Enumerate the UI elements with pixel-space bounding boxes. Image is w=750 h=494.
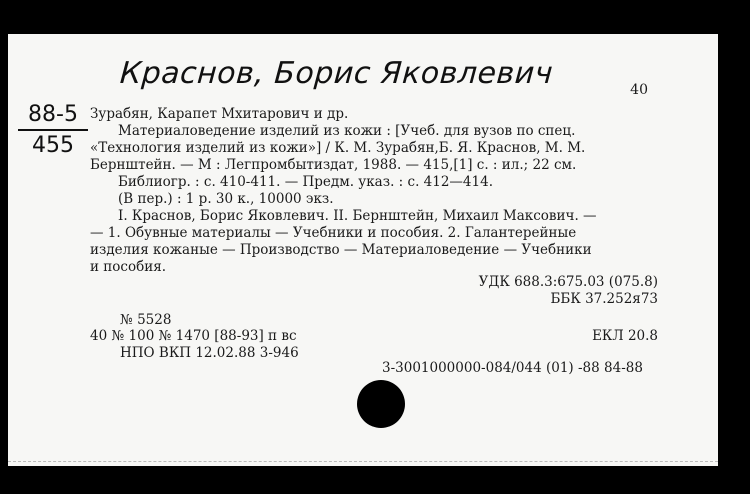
call-number-top: 88-5 xyxy=(18,102,88,131)
entry-line: изделия кожаные — Производство — Материаловедение — Учебники xyxy=(90,242,592,258)
entry-line: I. Краснов, Борис Яковлевич. II. Бернштейн, Михаил Максович. — xyxy=(118,208,597,224)
ekl-code: ЕКЛ 20.8 xyxy=(592,328,658,344)
order-line-2: НПО ВКП 12.02.88 3-946 xyxy=(120,345,299,361)
entry-line: «Технология изделий из кожи»] / К. М. Зурабян,Б. Я. Краснов, М. М. xyxy=(90,140,586,156)
call-number xyxy=(18,102,88,158)
entry-line: (В пер.) : 1 р. 30 к., 10000 экз. xyxy=(118,191,334,207)
entry-line: Материаловедение изделий из кожи : [Учеб. для вузов по спец. xyxy=(118,123,576,139)
call-number-bottom: 455 xyxy=(32,133,74,158)
card-punch-hole xyxy=(357,380,405,428)
order-number: № 5528 xyxy=(120,312,172,328)
entry-heading: Зурабян, Карапет Мхитарович и др. xyxy=(90,106,349,122)
isbn-line: 3-3001000000-084/044 (01) -88 84-88 xyxy=(382,360,643,376)
handwritten-author-heading: Краснов, Борис Яковлевич xyxy=(118,56,555,91)
bbk-code: ББК 37.252я73 xyxy=(550,291,658,307)
entry-line: Бернштейн. — М : Легпромбытиздат, 1988. — 415,[1] с. : ил.; 22 см. xyxy=(90,157,577,173)
card-number: 40 xyxy=(630,82,648,98)
entry-line: и пособия. xyxy=(90,259,167,275)
entry-line: Библиогр. : с. 410-411. — Предм. указ. : с. 412—414. xyxy=(118,174,493,190)
entry-line: — 1. Обувные материалы — Учебники и пособия. 2. Галантерейные xyxy=(90,225,577,241)
udk-code: УДК 688.3:675.03 (075.8) xyxy=(478,274,658,290)
order-line-1: 40 № 100 № 1470 [88-93] п вс xyxy=(90,328,297,344)
